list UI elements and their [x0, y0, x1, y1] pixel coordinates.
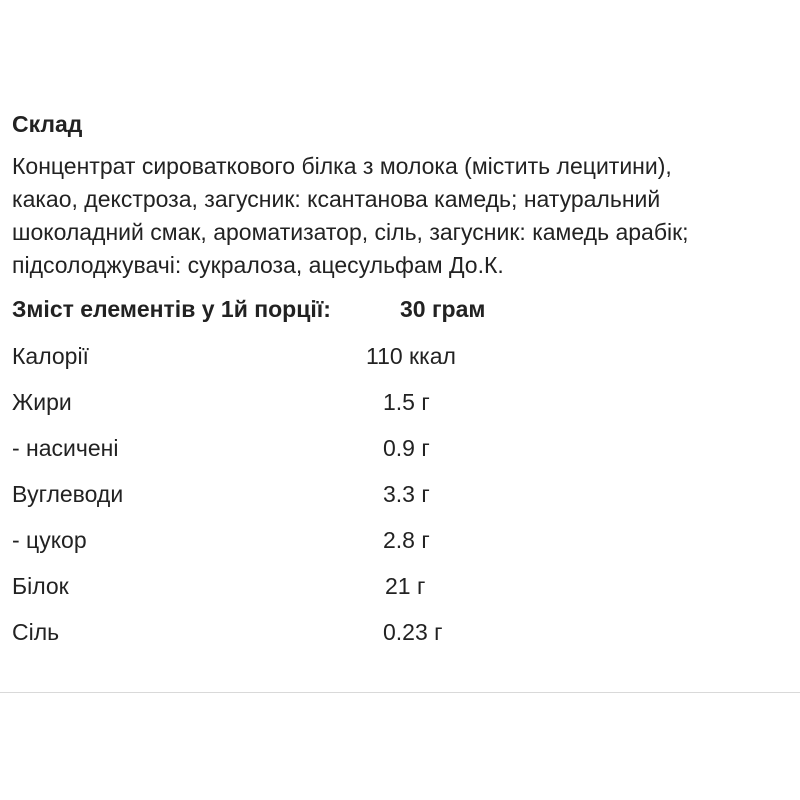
nutrient-label: - цукор [12, 527, 87, 553]
nutrition-row-salt [12, 619, 612, 665]
nutrition-row-saturated [12, 435, 612, 481]
ingredients-line: підсолоджувачі: сукралоза, ацесульфам До.К. [12, 252, 504, 278]
nutrition-row-protein [12, 573, 612, 619]
nutrition-row-carbohydrates [12, 481, 612, 527]
nutrient-value: 2.8 г [383, 527, 430, 553]
ingredients-text [12, 150, 792, 282]
nutrient-value: 3.3 г [383, 481, 430, 507]
ingredients-line: Концентрат сироваткового білка з молока (містить лецитини), [12, 153, 672, 179]
nutrient-label: Жири [12, 389, 72, 415]
composition-heading: Склад [12, 111, 83, 137]
nutrient-label: Калорії [12, 343, 89, 369]
nutrient-label: Вуглеводи [12, 481, 124, 507]
nutrition-row-fat [12, 389, 612, 435]
divider-line [0, 692, 800, 693]
serving-label: Зміст елементів у 1й порції: [12, 296, 331, 322]
nutrient-label: Сіль [12, 619, 60, 645]
nutrient-label: - насичені [12, 435, 119, 461]
nutrient-value: 0.9 г [383, 435, 430, 461]
nutrient-label: Білок [12, 573, 69, 599]
ingredients-line: какао, декстроза, загусник: ксантанова камедь; натуральний [12, 186, 661, 212]
ingredients-line: шоколадний смак, ароматизатор, сіль, загусник: камедь арабік; [12, 219, 689, 245]
nutrient-value: 21 г [385, 573, 426, 599]
nutrition-row-calories [12, 343, 612, 389]
nutrient-value: 0.23 г [383, 619, 443, 645]
nutrition-row-sugar [12, 527, 612, 573]
serving-size-line [12, 296, 486, 323]
nutrient-value: 110 ккал [366, 343, 456, 369]
serving-value: 30 грам [400, 296, 486, 322]
nutrient-value: 1.5 г [383, 389, 430, 415]
nutrition-table [12, 343, 612, 665]
